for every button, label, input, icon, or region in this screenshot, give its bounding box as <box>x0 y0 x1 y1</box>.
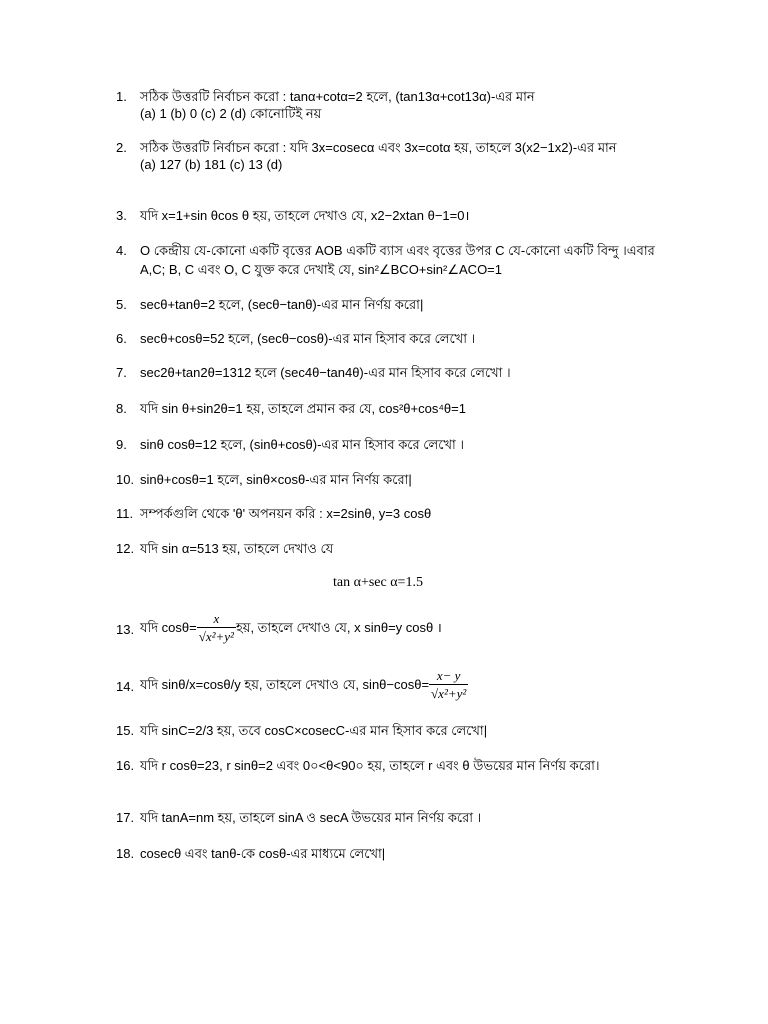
question-2 <box>116 139 736 172</box>
question-options: (a) 127 (b) 181 (c) 13 (d) <box>140 157 283 172</box>
question-text: secθ+tanθ=2 হলে, (secθ−tanθ)-এর মান নির্ণয় করো| <box>140 297 424 312</box>
question-number: 5. <box>116 297 127 312</box>
question-text-tail: হয়, তাহলে দেখাও যে, x sinθ=y cosθ । <box>235 620 442 635</box>
question-10 <box>116 471 736 488</box>
question-number: 2. <box>116 140 127 155</box>
question-17 <box>116 809 736 826</box>
question-text-line2: A,C; B, C এবং O, C যুক্ত করে দেখাই যে, sin²∠BCO+sin²∠ACO=1 <box>140 262 502 277</box>
question-text: sinθ cosθ=12 হলে, (sinθ+cosθ)-এর মান হিসাব করে লেখো । <box>140 437 465 452</box>
question-text: যদি x=1+sin θcos θ হয়, তাহলে দেখাও যে, x2−2xtan θ−1=0। <box>140 208 470 223</box>
question-text: sec2θ+tan2θ=1312 হলে (sec4θ−tan4θ)-এর মান হিসাব করে লেখো । <box>140 365 511 380</box>
question-number: 4. <box>116 243 127 258</box>
question-number: 12. <box>116 541 135 556</box>
question-12 <box>116 540 736 557</box>
question-text: সঠিক উত্তরটি নির্বাচন করো : tanα+cotα=2 হলে, (tan13α+cot13α)-এর মান <box>140 89 535 104</box>
question-number: 3. <box>116 208 127 223</box>
question-7 <box>116 364 736 381</box>
question-options: (a) 1 (b) 0 (c) 2 (d) কোনোটিই নয় <box>140 106 322 121</box>
question-14 <box>116 667 736 707</box>
question-number: 6. <box>116 331 127 346</box>
question-text: যদি tanA=nm হয়, তাহলে sinA ও secA উভয়ের মান নির্ণয় করো । <box>140 810 482 825</box>
question-3 <box>116 207 736 224</box>
question-text: যদি sinθ/x=cosθ/y হয়, তাহলে দেখাও যে, sinθ−cosθ= <box>140 677 430 692</box>
question-number: 14. <box>116 679 135 694</box>
question-9 <box>116 436 736 453</box>
question-number: 17. <box>116 810 135 825</box>
question-text: secθ+cosθ=52 হলে, (secθ−cosθ)-এর মান হিসাব করে লেখো । <box>140 331 476 346</box>
question-number: 15. <box>116 723 135 738</box>
fraction-numerator: x <box>213 611 220 626</box>
fraction <box>197 610 236 645</box>
question-text: O কেন্দ্রীয় যে-কোনো একটি বৃত্তের AOB একটি ব্যাস এবং বৃত্তের উপর C যে-কোনো একটি বিন্দু ।এবার <box>140 243 655 258</box>
question-text: sinθ+cosθ=1 হলে, sinθ×cosθ-এর মান নির্ণয় করো| <box>140 472 412 487</box>
question-number: 7. <box>116 365 127 380</box>
question-number: 18. <box>116 846 135 861</box>
question-number: 16. <box>116 758 135 773</box>
fraction-numerator: x− y <box>436 668 461 683</box>
question-15 <box>116 722 736 739</box>
question-6 <box>116 330 736 347</box>
question-18 <box>116 845 736 862</box>
question-number: 13. <box>116 622 135 637</box>
question-4 <box>116 242 736 277</box>
question-text: যদি sin θ+sin2θ=1 হয়, তাহলে প্রমান কর যে, cos²θ+cos⁴θ=1 <box>140 401 466 416</box>
fraction <box>429 667 468 702</box>
question-16 <box>116 757 736 774</box>
question-1 <box>116 88 736 121</box>
question-number: 1. <box>116 89 127 104</box>
question-5 <box>116 296 736 313</box>
question-text: cosecθ এবং tanθ-কে cosθ-এর মাধ্যমে লেখো| <box>140 846 386 861</box>
question-text: যদি sinC=2/3 হয়, তবে cosC×cosecC-এর মান হিসাব করে লেখো| <box>140 723 488 738</box>
question-text: যদি cosθ= <box>140 620 197 635</box>
fraction-denominator: √x²+y² <box>431 686 467 701</box>
question-12-equation: tan α+sec α=1.5 <box>333 575 423 590</box>
question-text: যদি r cosθ=23, r sinθ=2 এবং 0০<θ<90০ হয়, তাহলে r এবং θ উভয়ের মান নির্ণয় করো। <box>140 758 600 773</box>
question-text: যদি sin α=513 হয়, তাহলে দেখাও যে <box>140 541 334 556</box>
question-text: সম্পর্কগুলি থেকে 'θ' অপনয়ন করি : x=2sinθ, y=3 cosθ <box>140 506 432 521</box>
question-number: 11. <box>116 506 134 521</box>
question-11 <box>116 505 736 522</box>
question-number: 10. <box>116 472 135 487</box>
question-number: 8. <box>116 401 127 416</box>
question-text: সঠিক উত্তরটি নির্বাচন করো : যদি 3x=cosecα এবং 3x=cotα হয়, তাহলে 3(x2−1x2)-এর মান <box>140 140 617 155</box>
question-number: 9. <box>116 437 127 452</box>
fraction-denominator: √x²+y² <box>198 629 234 644</box>
question-8 <box>116 400 736 417</box>
question-13 <box>116 610 736 650</box>
